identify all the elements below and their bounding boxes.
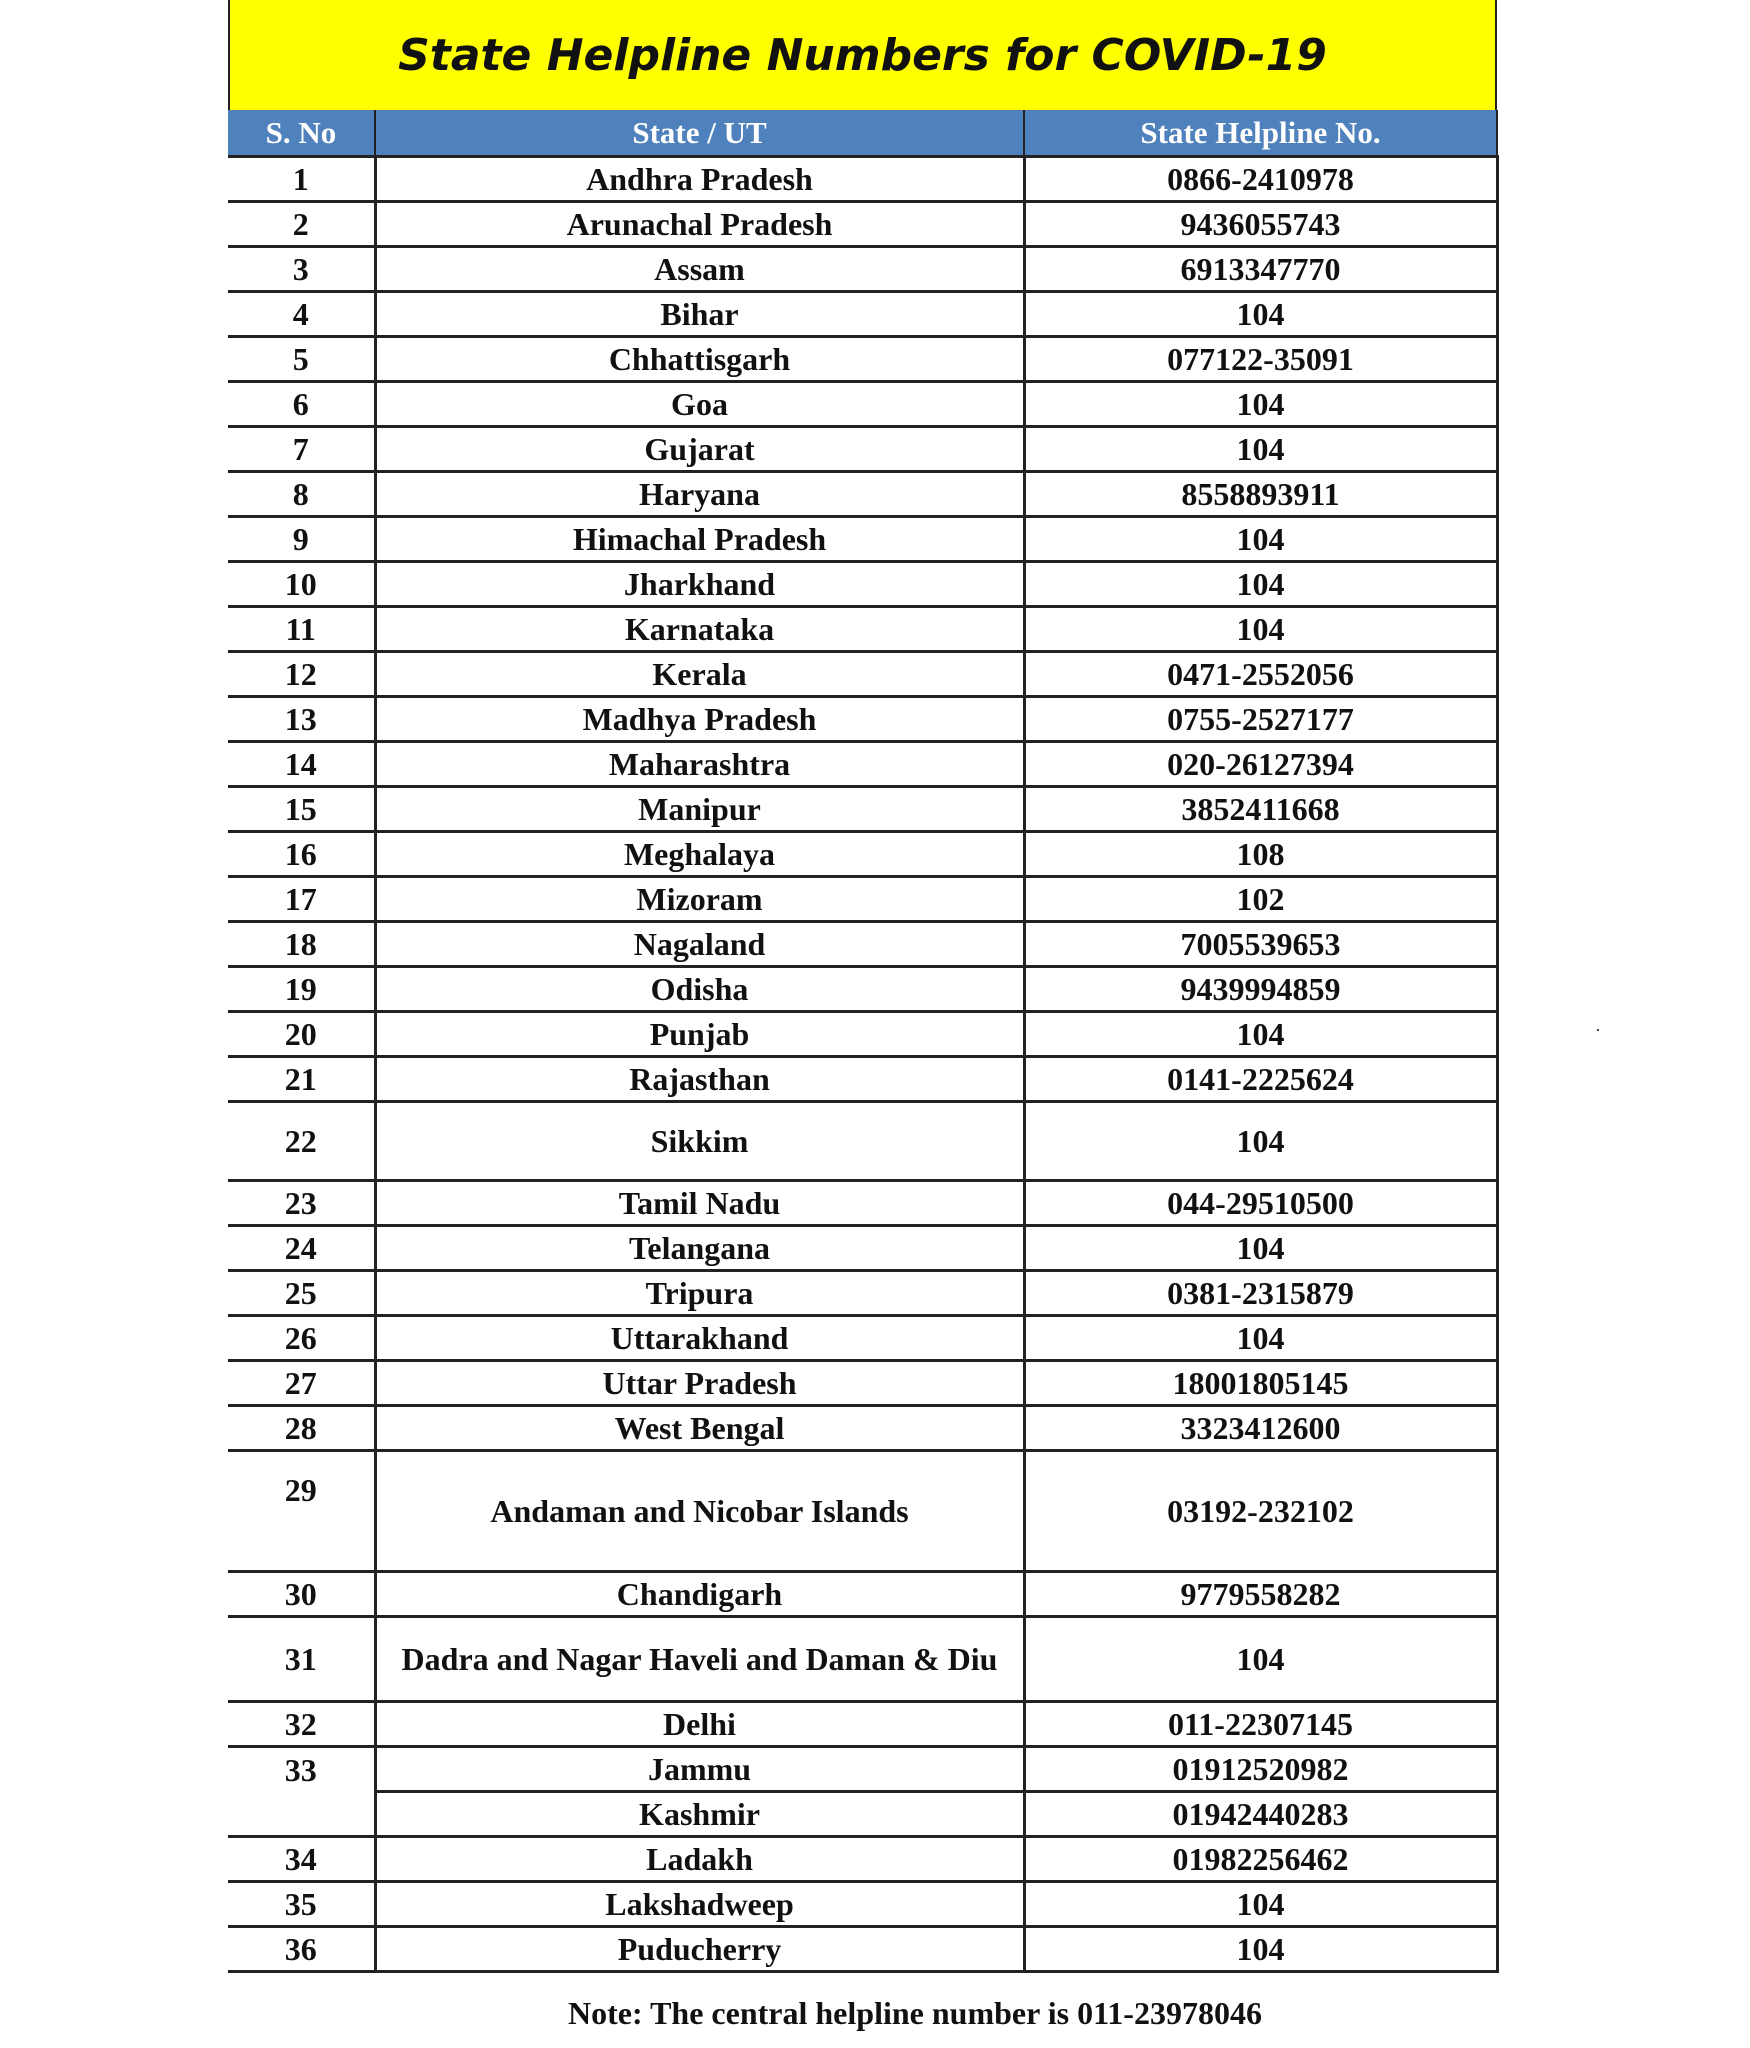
helpline-number-cell: 01942440283	[1024, 1792, 1497, 1837]
state-name-cell: Nagaland	[375, 922, 1024, 967]
table-row	[228, 202, 1497, 247]
serial-number-cell: 15	[228, 787, 375, 832]
helpline-number-cell: 8558893911	[1024, 472, 1497, 517]
table-row	[228, 1927, 1497, 1972]
serial-number-cell: 32	[228, 1702, 375, 1747]
table-row	[228, 427, 1497, 472]
serial-number-cell: 13	[228, 697, 375, 742]
serial-number-cell: 4	[228, 292, 375, 337]
serial-number-cell: 28	[228, 1406, 375, 1451]
helpline-number-cell: 102	[1024, 877, 1497, 922]
table-row	[228, 607, 1497, 652]
helpline-number-cell: 104	[1024, 1102, 1497, 1181]
state-name-cell: Himachal Pradesh	[375, 517, 1024, 562]
serial-number-cell: 11	[228, 607, 375, 652]
helpline-number-cell: 011-22307145	[1024, 1702, 1497, 1747]
table-row	[228, 337, 1497, 382]
table-row	[228, 1057, 1497, 1102]
helpline-number-cell: 104	[1024, 427, 1497, 472]
state-name-cell: Lakshadweep	[375, 1882, 1024, 1927]
helpline-number-cell: 01912520982	[1024, 1747, 1497, 1792]
serial-number-cell: 5	[228, 337, 375, 382]
table-row	[228, 1226, 1497, 1271]
serial-number-cell: 12	[228, 652, 375, 697]
helpline-number-cell: 0381-2315879	[1024, 1271, 1497, 1316]
serial-number-cell: 20	[228, 1012, 375, 1057]
table-row	[228, 1572, 1497, 1617]
helpline-number-cell: 104	[1024, 607, 1497, 652]
serial-number-cell: 24	[228, 1226, 375, 1271]
table-row	[228, 832, 1497, 877]
column-header-phone: State Helpline No.	[1024, 110, 1497, 157]
serial-number-cell: 3	[228, 247, 375, 292]
state-name-cell: Dadra and Nagar Haveli and Daman & Diu	[375, 1617, 1024, 1702]
serial-number-cell: 17	[228, 877, 375, 922]
central-helpline-note: Note: The central helpline number is 011-23978046	[568, 1995, 1262, 2031]
document-title: State Helpline Numbers for COVID-19	[398, 29, 1327, 81]
serial-number-cell: 21	[228, 1057, 375, 1102]
column-header-sno: S. No	[228, 110, 375, 157]
helpline-number-cell: 01982256462	[1024, 1837, 1497, 1882]
table-row	[228, 967, 1497, 1012]
column-header-state: State / UT	[375, 110, 1024, 157]
helpline-number-cell: 104	[1024, 517, 1497, 562]
state-name-cell: Andhra Pradesh	[375, 157, 1024, 202]
state-name-cell: Punjab	[375, 1012, 1024, 1057]
table-row	[228, 1702, 1497, 1747]
table-row	[228, 652, 1497, 697]
table-row	[228, 787, 1497, 832]
serial-number-cell: 6	[228, 382, 375, 427]
table-row	[228, 382, 1497, 427]
table-row	[228, 1012, 1497, 1057]
table-row	[228, 1747, 1497, 1792]
table-row	[228, 517, 1497, 562]
table-row	[228, 877, 1497, 922]
serial-number-cell: 19	[228, 967, 375, 1012]
state-name-cell: Puducherry	[375, 1927, 1024, 1972]
helpline-number-cell: 9779558282	[1024, 1572, 1497, 1617]
state-name-cell: Chhattisgarh	[375, 337, 1024, 382]
helpline-number-cell: 104	[1024, 1226, 1497, 1271]
helpline-number-cell: 108	[1024, 832, 1497, 877]
serial-number-cell: 18	[228, 922, 375, 967]
helpline-number-cell: 020-26127394	[1024, 742, 1497, 787]
serial-number-cell: 16	[228, 832, 375, 877]
helpline-number-cell: 044-29510500	[1024, 1181, 1497, 1226]
serial-number-cell: 2	[228, 202, 375, 247]
state-name-cell: Arunachal Pradesh	[375, 202, 1024, 247]
state-name-cell: Uttarakhand	[375, 1316, 1024, 1361]
state-name-cell: Delhi	[375, 1702, 1024, 1747]
state-name-cell: Gujarat	[375, 427, 1024, 472]
state-name-cell: Meghalaya	[375, 832, 1024, 877]
serial-number-cell: 33	[228, 1747, 375, 1792]
table-row	[228, 562, 1497, 607]
table-row	[228, 1882, 1497, 1927]
state-name-cell: Uttar Pradesh	[375, 1361, 1024, 1406]
table-row	[228, 1451, 1497, 1572]
helpline-number-cell: 0471-2552056	[1024, 652, 1497, 697]
helpline-number-cell: 03192-232102	[1024, 1451, 1497, 1572]
state-name-cell: Maharashtra	[375, 742, 1024, 787]
serial-number-cell: 36	[228, 1927, 375, 1972]
helpline-number-cell: 104	[1024, 1882, 1497, 1927]
serial-number-cell: 9	[228, 517, 375, 562]
serial-number-cell	[228, 1792, 375, 1837]
state-name-cell: Haryana	[375, 472, 1024, 517]
state-name-cell: Sikkim	[375, 1102, 1024, 1181]
state-name-cell: Mizoram	[375, 877, 1024, 922]
state-name-cell: Assam	[375, 247, 1024, 292]
state-name-cell: Bihar	[375, 292, 1024, 337]
serial-number-cell: 26	[228, 1316, 375, 1361]
table-row	[228, 697, 1497, 742]
state-name-cell: Andaman and Nicobar Islands	[375, 1451, 1024, 1572]
helpline-number-cell: 0755-2527177	[1024, 697, 1497, 742]
helpline-number-cell: 104	[1024, 1617, 1497, 1702]
helpline-table	[228, 110, 1499, 1973]
state-name-cell: Karnataka	[375, 607, 1024, 652]
table-row	[228, 742, 1497, 787]
helpline-number-cell: 104	[1024, 562, 1497, 607]
state-name-cell: Ladakh	[375, 1837, 1024, 1882]
state-name-cell: Rajasthan	[375, 1057, 1024, 1102]
helpline-number-cell: 6913347770	[1024, 247, 1497, 292]
state-name-cell: Manipur	[375, 787, 1024, 832]
serial-number-cell: 30	[228, 1572, 375, 1617]
helpline-number-cell: 3852411668	[1024, 787, 1497, 832]
serial-number-cell: 27	[228, 1361, 375, 1406]
table-row	[228, 1316, 1497, 1361]
state-name-cell: Jammu	[375, 1747, 1024, 1792]
helpline-number-cell: 104	[1024, 1012, 1497, 1057]
state-name-cell: Tamil Nadu	[375, 1181, 1024, 1226]
table-row	[228, 472, 1497, 517]
state-name-cell: Chandigarh	[375, 1572, 1024, 1617]
state-name-cell: Kashmir	[375, 1792, 1024, 1837]
helpline-number-cell: 7005539653	[1024, 922, 1497, 967]
helpline-number-cell: 104	[1024, 1927, 1497, 1972]
serial-number-cell: 7	[228, 427, 375, 472]
table-row	[228, 1181, 1497, 1226]
state-name-cell: Kerala	[375, 652, 1024, 697]
serial-number-cell: 1	[228, 157, 375, 202]
table-row	[228, 1837, 1497, 1882]
helpline-number-cell: 18001805145	[1024, 1361, 1497, 1406]
table-row	[228, 1361, 1497, 1406]
table-row	[228, 1792, 1497, 1837]
serial-number-cell: 22	[228, 1102, 375, 1181]
state-name-cell: Goa	[375, 382, 1024, 427]
state-name-cell: Madhya Pradesh	[375, 697, 1024, 742]
state-name-cell: Tripura	[375, 1271, 1024, 1316]
table-row	[228, 157, 1497, 202]
serial-number-cell: 25	[228, 1271, 375, 1316]
helpline-number-cell: 104	[1024, 292, 1497, 337]
table-row	[228, 1617, 1497, 1702]
helpline-number-cell: 9436055743	[1024, 202, 1497, 247]
state-name-cell: Odisha	[375, 967, 1024, 1012]
table-row	[228, 922, 1497, 967]
helpline-number-cell: 0141-2225624	[1024, 1057, 1497, 1102]
helpline-number-cell: 104	[1024, 382, 1497, 427]
state-name-cell: Jharkhand	[375, 562, 1024, 607]
serial-number-cell: 23	[228, 1181, 375, 1226]
serial-number-cell: 8	[228, 472, 375, 517]
table-row	[228, 1102, 1497, 1181]
serial-number-cell: 10	[228, 562, 375, 607]
serial-number-cell: 35	[228, 1882, 375, 1927]
helpline-document	[228, 0, 1497, 1973]
table-row	[228, 247, 1497, 292]
state-name-cell: Telangana	[375, 1226, 1024, 1271]
stray-dot	[1597, 1029, 1599, 1031]
state-name-cell: West Bengal	[375, 1406, 1024, 1451]
table-row	[228, 1271, 1497, 1316]
table-row	[228, 292, 1497, 337]
helpline-number-cell: 077122-35091	[1024, 337, 1497, 382]
table-row	[228, 1406, 1497, 1451]
helpline-number-cell: 9439994859	[1024, 967, 1497, 1012]
table-header-row	[228, 110, 1497, 157]
title-banner	[228, 0, 1497, 110]
serial-number-cell: 31	[228, 1617, 375, 1702]
serial-number-cell: 34	[228, 1837, 375, 1882]
serial-number-cell: 29	[228, 1451, 375, 1572]
helpline-number-cell: 104	[1024, 1316, 1497, 1361]
serial-number-cell: 14	[228, 742, 375, 787]
helpline-number-cell: 3323412600	[1024, 1406, 1497, 1451]
helpline-number-cell: 0866-2410978	[1024, 157, 1497, 202]
